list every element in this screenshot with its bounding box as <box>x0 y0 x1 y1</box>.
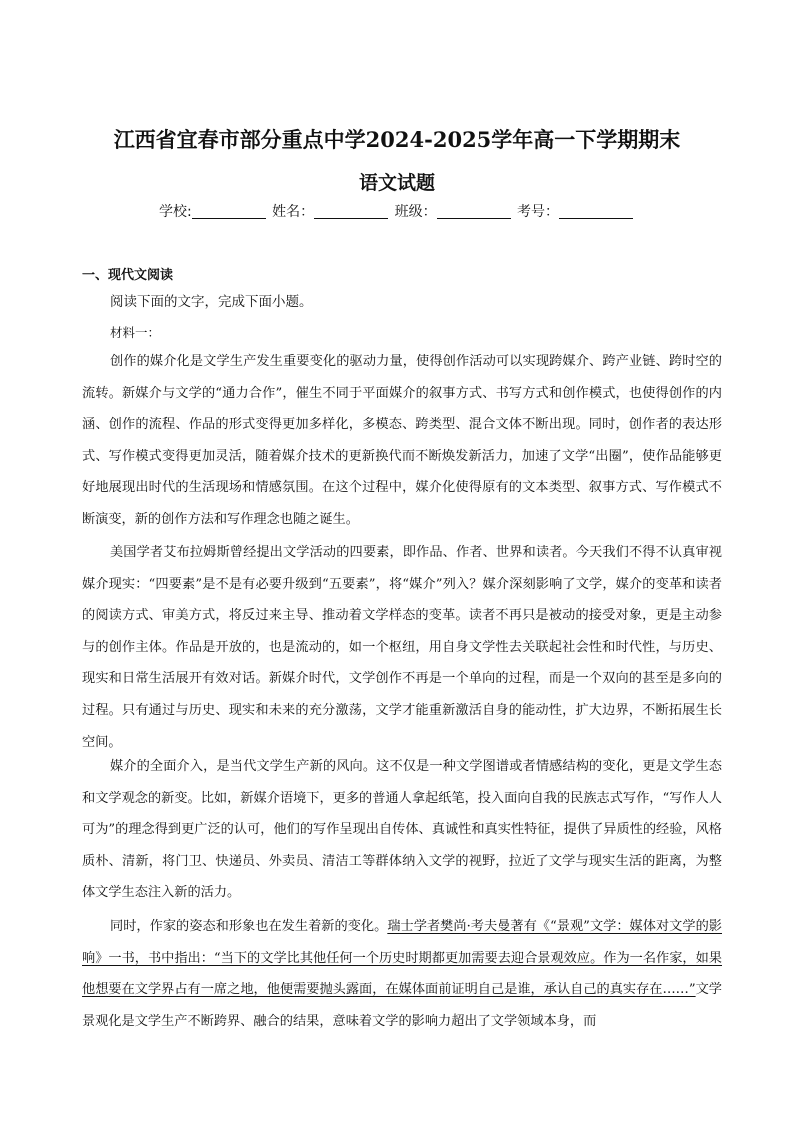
reading-instruction: 阅读下面的文字，完成下面小题。 <box>110 294 313 310</box>
paragraph-2: 美国学者艾布拉姆斯曾经提出文学活动的四要素，即作品、作者、世界和读者。今天我们不得不认真审视媒介现实：“四要素”是不是有必要升级到“五要素”，将“媒介”列入？媒介深刻影响了文学，媒介的变革和读者的阅读方式、审美方式，将反过来主导、推动着文学样态的变革。读者不再只是被动的接受对象，更是主动参与的创作主体。作品是开放的，也是流动的，如一个枢纽，用自身文学性去关联起社会性和时代性，与历史、现实和日常生活展开有效对话。新媒介时代，文学创作不再是一个单向的过程，而是一个双向的甚至是多向的过程。只有通过与历史、现实和未来的充分激荡，文学才能重新激活自身的能动性，扩大边界，不断拓展生长空间。 <box>82 545 722 750</box>
material-label: 材料一： <box>110 325 161 340</box>
exam-subtitle: 语文试题 <box>358 172 435 194</box>
school-label: 学校: <box>158 204 192 220</box>
paragraph-4-lead: 同时，作家的姿态和形象也在发生着新的变化。 <box>110 919 388 934</box>
exam-number-label: 考号： <box>517 204 560 220</box>
class-label: 班级： <box>394 204 437 220</box>
school-blank[interactable] <box>192 204 266 219</box>
class-blank[interactable] <box>437 204 511 219</box>
name-blank[interactable] <box>314 204 388 219</box>
student-info-line <box>0 201 794 221</box>
paragraph-1: 创作的媒介化是文学生产发生重要变化的驱动力量，使得创作活动可以实现跨媒介、跨产业链、跨时空的流转。新媒介与文学的“通力合作”，催生不同于平面媒介的叙事方式、书写方式和创作模式，也使得创作的内涵、创作的流程、作品的形式变得更加多样化，多模态、跨类型、混合文体不断出现。同时，创作者的表达形式、写作模式变得更加灵活，随着媒介技术的更新换代而不断焕发新活力，加速了文学“出圈”，使作品能够更好地展现出时代的生活现场和情感氛围。在这个过程中，媒介化使得原有的文本类型、叙事方式、写作模式不断演变，新的创作方法和写作理念也随之诞生。 <box>82 354 722 527</box>
paragraph-3: 媒介的全面介入，是当代文学生产新的风向。这不仅是一种文学图谱或者情感结构的变化，更是文学生态和文学观念的新变。比如，新媒介语境下，更多的普通人拿起纸笔，投入面向自我的民族志式写作，“写作人人可为”的理念得到更广泛的认可，他们的写作呈现出自传体、真诚性和真实性特征，提供了异质性的经验，风格质朴、清新，将门卫、快递员、外卖员、清洁工等群体纳入文学的视野，拉近了文学与现实生活的距离，为整体文学生态注入新的活力。 <box>82 759 722 901</box>
exam-title: 江西省宜春市部分重点中学2024-2025学年高一下学期期末 <box>113 127 681 152</box>
section-heading: 一、现代文阅读 <box>82 268 174 283</box>
paragraph-4 <box>82 911 722 1037</box>
name-label: 姓名： <box>272 204 315 220</box>
underlined-quote: 瑞士学者樊尚·考夫曼著有《“景观”文学：媒体对文学的影响》一书，书中指出：“当下的文学比其他任何一个历史时期都更加需要去迎合景观效应。作为一名作家，如果他想要在文学界占有一席之地，他便需要抛头露面，在媒体面前证明自己是谁，承认自己的真实存在……” <box>82 919 722 998</box>
exam-number-blank[interactable] <box>559 204 633 219</box>
paragraph-4-tail: 文学景观化是文学生产不断跨界、融合的结果，意味着文学的影响力超出了文学领域本身，而 <box>82 982 722 1029</box>
